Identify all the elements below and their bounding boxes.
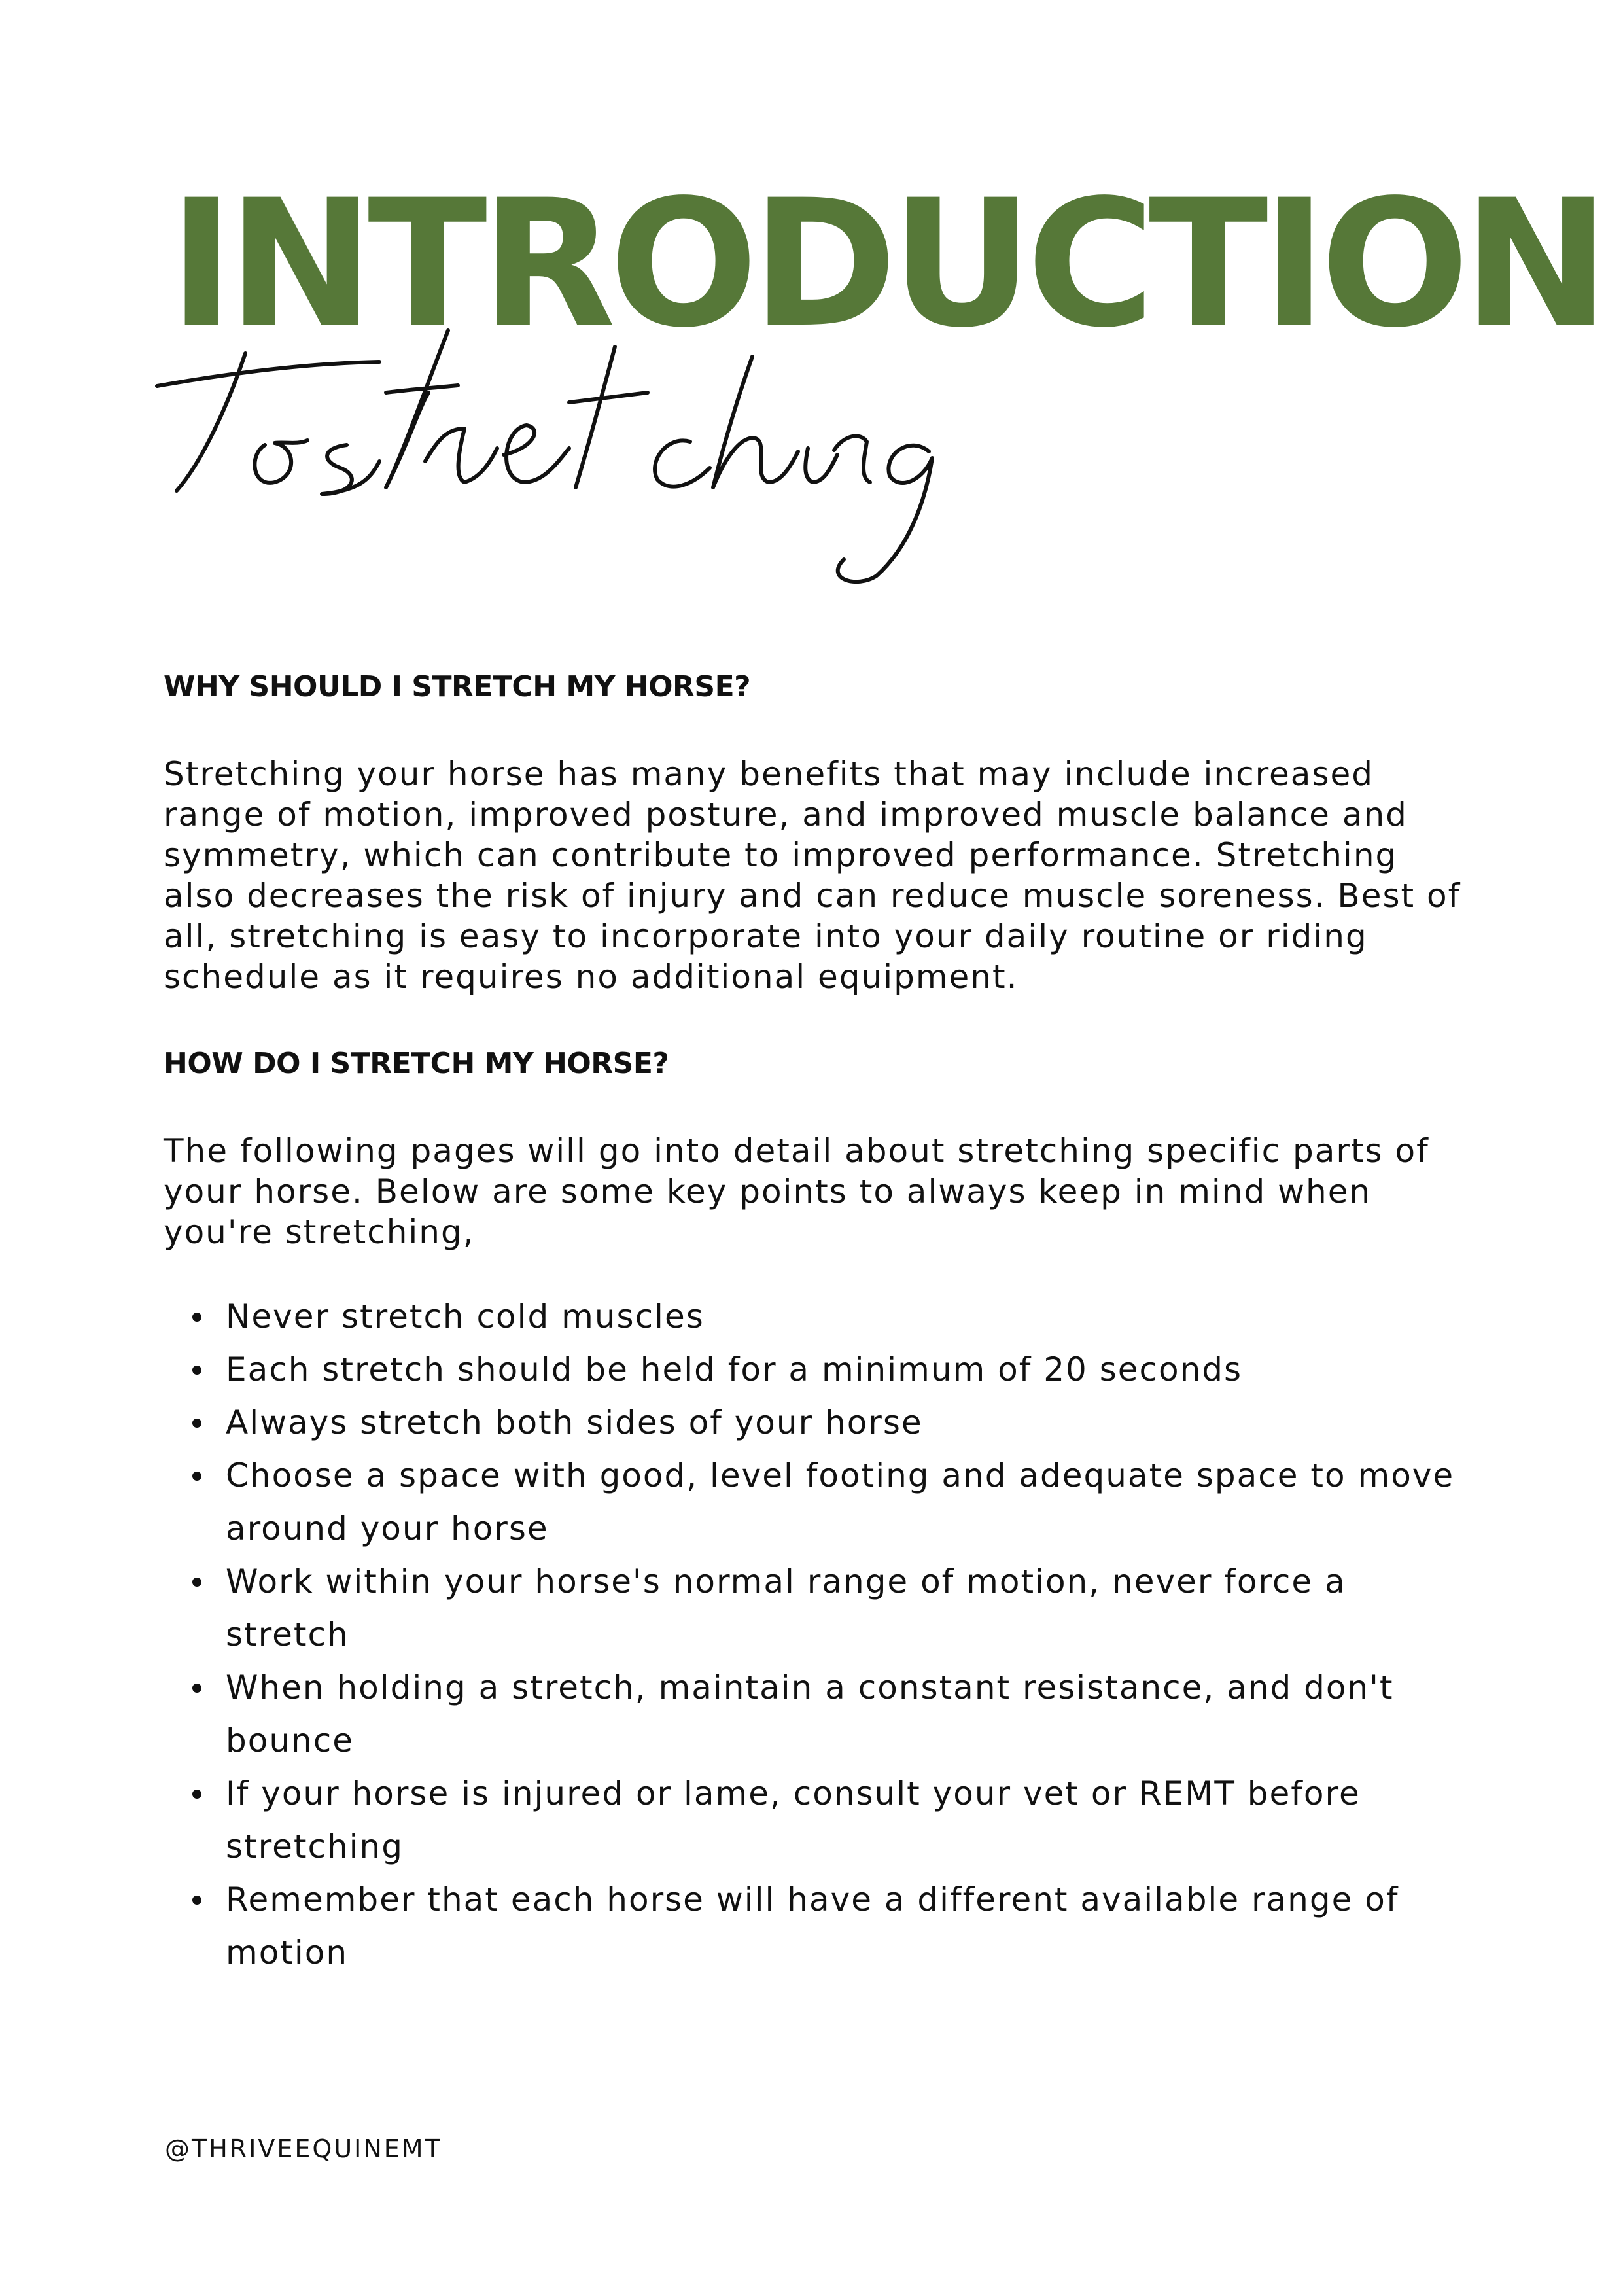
list-item <box>164 1873 1472 1979</box>
bullet-icon <box>192 1472 201 1481</box>
bullet-icon <box>192 1684 201 1693</box>
bullet-icon <box>192 1896 201 1905</box>
list-item-text: Remember that each horse will have a different available range of motion <box>226 1881 1399 1971</box>
bullet-icon <box>192 1419 201 1428</box>
list-item-text: Each stretch should be held for a minimum of 20 seconds <box>226 1351 1243 1388</box>
list-item <box>164 1343 1472 1396</box>
list-item-text: Choose a space with good, level footing and adequate space to move around your horse <box>226 1457 1455 1547</box>
script-subtitle <box>150 330 935 579</box>
list-item-text: Always stretch both sides of your horse <box>226 1404 923 1441</box>
list-item <box>164 1396 1472 1449</box>
list-item <box>164 1555 1472 1661</box>
bullet-icon <box>192 1313 201 1322</box>
list-item-text: When holding a stretch, maintain a constant resistance, and don't bounce <box>226 1669 1394 1759</box>
section-heading-why: WHY SHOULD I STRETCH MY HORSE? <box>164 670 751 703</box>
bullet-icon <box>192 1578 201 1587</box>
section-heading-how: HOW DO I STRETCH MY HORSE? <box>164 1047 669 1080</box>
key-points-list <box>164 1290 1472 1979</box>
section-body-how: The following pages will go into detail about stretching specific parts of your horse. Below are some key points to always keep in mind when you're stretching, <box>164 1132 1429 1251</box>
list-item <box>164 1661 1472 1767</box>
list-item-text: If your horse is injured or lame, consult your vet or REMT before stretching <box>226 1775 1361 1865</box>
bullet-icon <box>192 1790 201 1799</box>
page-title: INTRODUCTION <box>169 162 1603 366</box>
list-item-text: Work within your horse's normal range of motion, never force a stretch <box>226 1563 1346 1653</box>
bullet-icon <box>192 1366 201 1375</box>
main-content <box>164 667 1472 1979</box>
section-body-why: Stretching your horse has many benefits that may include increased range of motion, improved posture, and improved muscle balance and symmetry, which can contribute to improved performance. Stretching also decreases the risk of injury and can reduce muscle soreness. Best of all, stretching is easy to incorporate into your daily routine or riding schedule as it requires no additional equipment. <box>164 755 1461 996</box>
list-item <box>164 1290 1472 1343</box>
list-item-text: Never stretch cold muscles <box>226 1298 705 1335</box>
list-item <box>164 1449 1472 1555</box>
social-handle: @THRIVEEQUINEMT <box>165 2134 442 2163</box>
script-subtitle-handwriting <box>150 330 935 579</box>
list-item <box>164 1767 1472 1873</box>
